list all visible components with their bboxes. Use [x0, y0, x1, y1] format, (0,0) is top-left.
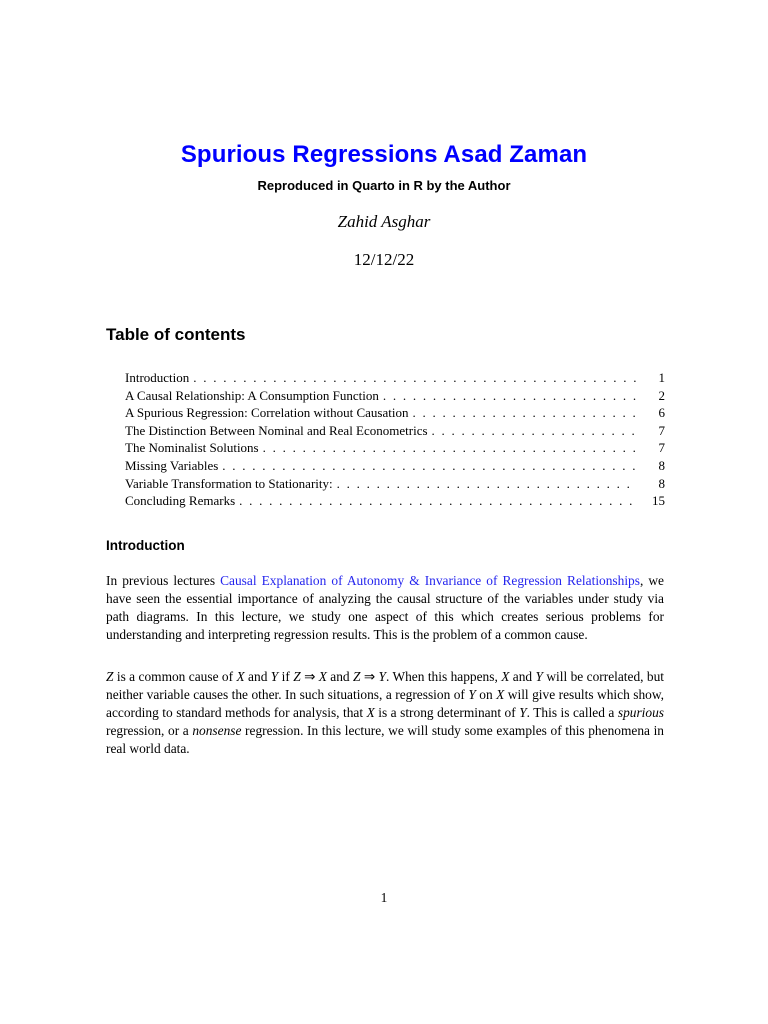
toc-entry-page: 15 [652, 493, 665, 509]
toc-entry[interactable] [125, 404, 665, 422]
implies-symbol: ⇒ [300, 669, 319, 684]
document-date: 12/12/22 [353, 250, 415, 269]
math-x: X [366, 705, 375, 720]
math-x: X [496, 687, 505, 702]
math-y: Y [378, 669, 386, 684]
implies-symbol: ⇒ [360, 669, 379, 684]
math-z: Z [353, 669, 361, 684]
emph-nonsense: nonsense [192, 723, 242, 738]
math-y: Y [468, 687, 476, 702]
toc-entry-page: 6 [658, 405, 665, 421]
p2-text: will be correlated, but neither variable causes the other. In such situations, a regression of [106, 669, 665, 702]
document-subtitle: Reproduced in Quarto in R by the Author [257, 178, 511, 193]
p2-text: will give results which show, according to standard methods for analysis, that [106, 687, 664, 720]
p2-text: on [475, 687, 497, 702]
toc-heading: Table of contents [106, 325, 246, 344]
table-of-contents [125, 369, 665, 510]
toc-entry-page: 7 [658, 440, 665, 456]
toc-entry[interactable] [125, 439, 665, 457]
link-causal-explanation[interactable]: Causal Explanation of Autonomy & Invariance of Regression Relationships [220, 573, 640, 588]
toc-leader-dots [432, 422, 637, 440]
intro-paragraph-1 [106, 572, 664, 644]
toc-entry-page: 8 [658, 457, 665, 473]
emph-spurious: spurious [617, 705, 664, 720]
toc-entry[interactable] [125, 422, 665, 440]
document-title: Spurious Regressions Asad Zaman [180, 141, 588, 168]
intro-p1-text-after: , we have seen the essential importance of analyzing the causal structure of the variables under study via path diagrams. In this lecture, we study one aspect of this which creates serious problems for understanding and interpreting regression results. This is the problem of a common cause. [106, 573, 664, 642]
math-z: Z [106, 669, 114, 684]
p2-text: . When this happens, [385, 669, 502, 684]
p2-text: is a strong determinant of [374, 705, 520, 720]
toc-entry-title[interactable]: The Distinction Between Nominal and Real Econometrics [125, 422, 428, 438]
math-y: Y [535, 669, 543, 684]
math-x: X [236, 669, 245, 684]
toc-entry-page: 8 [658, 475, 665, 491]
p2-text: is a common cause of [113, 669, 237, 684]
toc-leader-dots [412, 404, 637, 422]
section-heading-introduction: Introduction [106, 538, 185, 553]
page-number: 1 [380, 890, 388, 905]
toc-entry[interactable] [125, 475, 665, 493]
intro-paragraph-2 [106, 668, 664, 758]
document-author: Zahid Asghar [337, 212, 431, 231]
p2-text: if [278, 669, 294, 684]
p2-text: and [509, 669, 536, 684]
toc-entry-title[interactable]: A Causal Relationship: A Consumption Function [125, 387, 379, 403]
toc-entry[interactable] [125, 387, 665, 405]
math-x: X [501, 669, 510, 684]
p2-text: and [244, 669, 271, 684]
math-z: Z [293, 669, 301, 684]
toc-entry-page: 2 [658, 387, 665, 403]
p2-text: and [326, 669, 354, 684]
toc-leader-dots [263, 439, 637, 457]
p2-text: regression, or a [106, 723, 193, 738]
toc-entry-title[interactable]: Concluding Remarks [125, 493, 236, 509]
toc-entry[interactable] [125, 369, 665, 387]
toc-entry-title[interactable]: Introduction [125, 370, 190, 385]
intro-p1-text-before: In previous lectures [106, 573, 221, 588]
p2-text: . This is called a [526, 705, 618, 720]
toc-leader-dots [337, 475, 637, 493]
math-y: Y [519, 705, 527, 720]
math-x: X [318, 669, 327, 684]
toc-leader-dots [239, 492, 637, 510]
toc-entry-title[interactable]: A Spurious Regression: Correlation without Causation [125, 405, 409, 421]
toc-entry-page: 7 [658, 422, 665, 438]
toc-entry-title[interactable]: The Nominalist Solutions [125, 440, 259, 456]
toc-entry[interactable] [125, 492, 665, 510]
toc-entry-title[interactable]: Missing Variables [125, 457, 219, 473]
toc-entry[interactable] [125, 457, 665, 475]
toc-leader-dots [222, 457, 637, 475]
toc-entry-title[interactable]: Variable Transformation to Stationarity: [125, 475, 333, 491]
p2-text: regression. In this lecture, we will study some examples of this phenomena in real world data. [106, 723, 664, 756]
math-y: Y [270, 669, 279, 684]
toc-leader-dots [383, 387, 637, 405]
toc-entry-page: 1 [658, 370, 665, 385]
toc-leader-dots [193, 369, 637, 387]
